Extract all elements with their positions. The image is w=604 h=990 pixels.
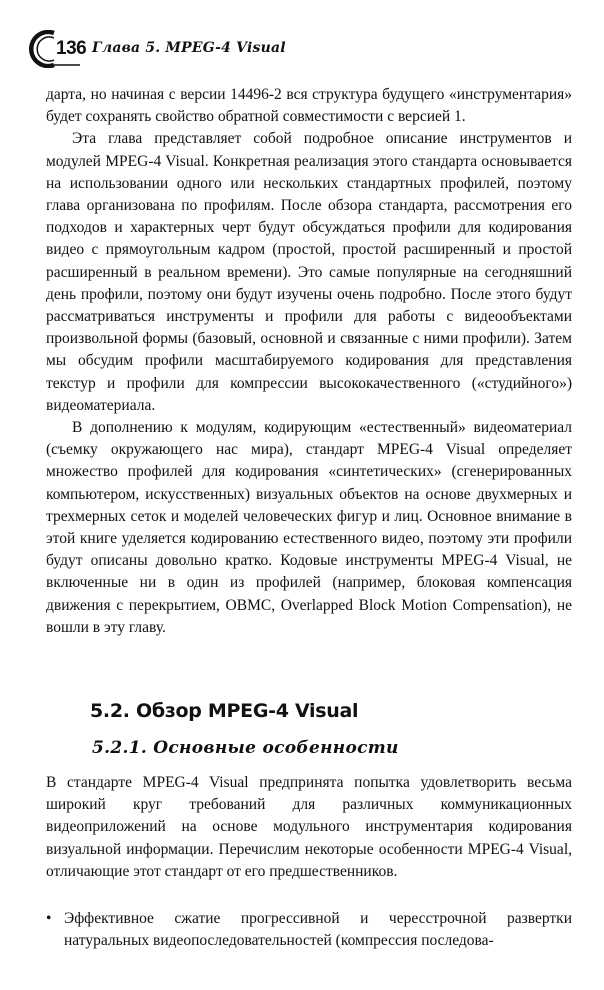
page-number: 136 — [56, 38, 87, 59]
bullet-text: Эффективное сжатие прогрессивной и чересстрочной развертки натуральных видеопоследовательностей (компрессия последова- — [64, 910, 572, 950]
subsection-heading: 5.2.1. Основные особенности — [92, 738, 399, 758]
running-header — [18, 30, 578, 66]
running-title: Глава 5. MPEG-4 Visual — [92, 40, 286, 56]
paragraph: В стандарте MPEG-4 Visual предпринята попытка удовлетворить весьма широкий круг требований для различных коммуникационных видеоприложений на основе модульного инструментария кодирования визуальной информации. Перечислим некоторые особенности MPEG-4 Visual, отличающие этот стандарт от его предшественников. — [46, 774, 572, 880]
paragraph: В дополнению к модулям, кодирующим «естественный» видеоматериал (съемку окружающего нас мира), стандарт MPEG-4 Visual определяет множество профилей для кодирования «синтетических» (сгенерированных компьютером, искусственных) визуальных объектов на основе двухмерных и трехмерных сеток и моделей человеческих фигур и лиц. Основное внимание в этой книге уделяется кодированию естественного видео, поэтому эти профили будут описаны довольно кратко. Кодовые инструменты MPEG-4 Visual, не включенные ни в один из профилей (например, блоковая компенсация движения с перекрытием, OBMC, Overlapped Block Motion Compensation), не вошли в эту главу. — [46, 419, 572, 636]
paragraph-continuation: дарта, но начиная с версии 14496-2 вся структура будущего «инструментария» будет сохранять свойство обратной совместимости с версией 1. — [46, 86, 572, 126]
bullet-list-item — [46, 908, 572, 952]
paragraph: Эта глава представляет собой подробное описание инструментов и модулей MPEG-4 Visual. Конкретная реализация этого стандарта основывается на использовании одного или нескольких стандартных профилей, поэтому глава организована по профилям. После обзора стандарта, рассмотрения его подходов и характерных черт будут обсуждаться профили для кодирования видео с прямоугольным кадром (простой, простой расширенный и простой расширенный в реальном времени). Это самые популярные на сегодняшний день профили, поэтому они будут изучены очень подробно. После этого будут рассматриваться инструменты и профили для работы с видеообъектами произвольной формы (базовый, основной и связанные с ними профили). Затем мы обсудим профили масштабируемого кодирования для представления текстур и профили для компрессии высококачественного («студийного») видеоматериала. — [46, 130, 572, 414]
section-intro — [46, 772, 572, 883]
bullet-icon: • — [46, 910, 52, 927]
section-heading: 5.2. Обзор MPEG-4 Visual — [90, 700, 359, 722]
body-text-top — [46, 84, 572, 639]
